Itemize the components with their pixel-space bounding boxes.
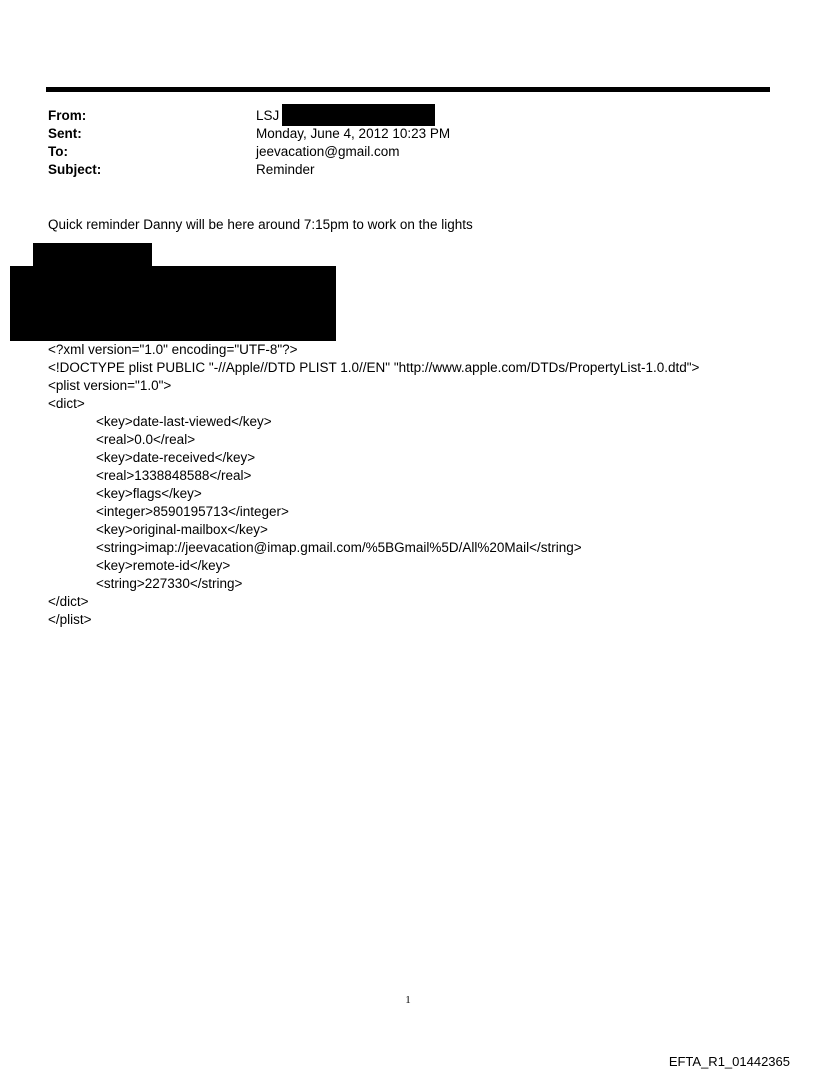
subject-value: Reminder [256,162,315,177]
plist-block [48,341,699,629]
plist-line: <!DOCTYPE plist PUBLIC "-//Apple//DTD PLIST 1.0//EN" "http://www.apple.com/DTDs/PropertyList-1.0.dtd"> [48,360,700,375]
header-divider [46,87,770,92]
plist-line: <real>0.0</real> [96,432,196,447]
plist-line: <dict> [48,396,85,411]
from-label: From: [48,108,87,123]
plist-line: </plist> [48,612,92,627]
sent-label: Sent: [48,126,82,141]
plist-line: <string>imap://jeevacation@imap.gmail.com/%5BGmail%5D/All%20Mail</string> [96,540,582,555]
sent-value: Monday, June 4, 2012 10:23 PM [256,126,451,141]
document-id: EFTA_R1_01442365 [668,1054,790,1069]
plist-line: <key>flags</key> [96,486,202,501]
email-body: Quick reminder Danny will be here around 7:15pm to work on the lights [48,217,473,232]
to-value: jeevacation@gmail.com [256,144,400,159]
redaction-block-large [10,266,336,341]
plist-line: <?xml version="1.0" encoding="UTF-8"?> [48,342,298,357]
redaction-block-small [33,243,152,266]
plist-line: <plist version="1.0"> [48,378,172,393]
plist-line: <key>original-mailbox</key> [96,522,268,537]
plist-line: <string>227330</string> [96,576,243,591]
to-label: To: [48,144,68,159]
plist-line: <key>date-last-viewed</key> [96,414,272,429]
plist-line: <integer>8590195713</integer> [96,504,289,519]
plist-line: <key>date-received</key> [96,450,256,465]
plist-line: <key>remote-id</key> [96,558,231,573]
subject-label: Subject: [48,162,102,177]
plist-line: </dict> [48,594,89,609]
page-number: 1 [405,994,411,1006]
from-value: LSJ [256,108,280,123]
plist-line: <real>1338848588</real> [96,468,252,483]
redaction-sender-address [282,104,435,126]
